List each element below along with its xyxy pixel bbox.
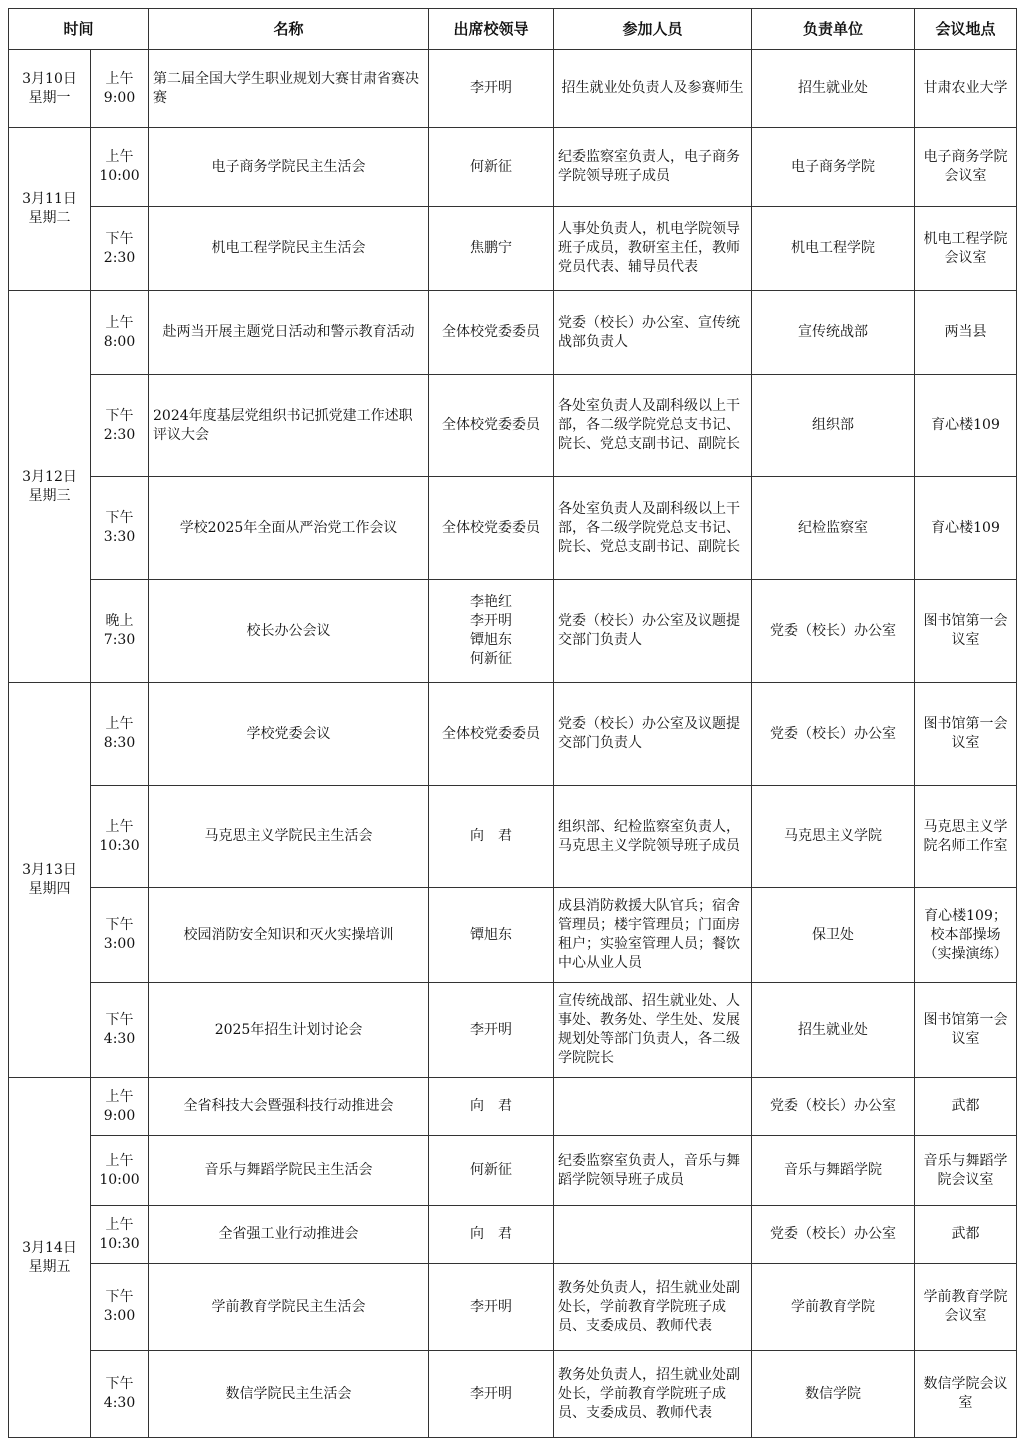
name-cell (149, 128, 429, 207)
table-row (9, 786, 1017, 888)
time-label: 3:00 (103, 936, 136, 952)
table-row (9, 128, 1017, 207)
time-label: 9:00 (103, 1107, 136, 1124)
time-label: 10:00 (99, 168, 140, 184)
table-row (9, 1136, 1017, 1206)
period-label: 下午 (105, 230, 134, 247)
unit-cell: 组织部 (752, 375, 915, 477)
attendees-text: 人事处负责人，机电学院领导班子成员，教研室主任，教师党员代表、辅导员代表 (558, 221, 741, 275)
attendees-cell (554, 983, 752, 1078)
unit-cell: 宣传统战部 (752, 291, 915, 375)
date-cell (9, 50, 91, 128)
location-cell: 马克思主义学院名师工作室 (915, 786, 1017, 888)
unit-cell: 党委（校长）办公室 (752, 580, 915, 683)
period-label: 下午 (105, 1376, 134, 1392)
time-cell (91, 50, 149, 128)
name-cell (149, 1351, 429, 1438)
meeting-name: 全省强工业行动推进会 (218, 1226, 359, 1242)
attendees-cell (554, 207, 752, 291)
time-label: 8:30 (103, 735, 136, 751)
location-cell: 图书馆第一会议室 (915, 683, 1017, 786)
date-label: 3月11日 (22, 191, 77, 207)
leader-cell: 李开明 (429, 50, 554, 128)
table-row (9, 1078, 1017, 1136)
period-label: 晚上 (105, 613, 134, 629)
time-cell (91, 1206, 149, 1264)
time-label: 9:00 (103, 89, 136, 106)
attendees-text: 教务处负责人，招生就业处副处长，学前教育学院班子成员、支委成员、教师代表 (558, 1279, 741, 1334)
location-cell: 两当县 (915, 291, 1017, 375)
header-attendees: 参加人员 (554, 9, 752, 50)
period-label: 上午 (105, 1088, 134, 1105)
leader-cell: 李开明 (429, 983, 554, 1078)
time-cell (91, 1264, 149, 1351)
location-cell: 图书馆第一会议室 (915, 580, 1017, 683)
leader-cell: 全体校党委委员 (429, 291, 554, 375)
location-cell: 电子商务学院会议室 (915, 128, 1017, 207)
date-label: 3月12日 (22, 468, 77, 485)
location-cell: 育心楼109 (915, 375, 1017, 477)
leader-cell: 全体校党委委员 (429, 375, 554, 477)
leader-cell: 焦鹏宁 (429, 207, 554, 291)
period-label: 下午 (105, 407, 134, 424)
attendees-text: 成县消防救援大队官兵；宿舍管理员；楼宇管理员；门面房租户；实验室管理人员；餐饮中心从业人员 (558, 898, 741, 971)
time-cell (91, 580, 149, 683)
name-cell (149, 291, 429, 375)
unit-cell: 数信学院 (752, 1351, 915, 1438)
attendees-cell (554, 1264, 752, 1351)
unit-cell: 学前教育学院 (752, 1264, 915, 1351)
time-cell (91, 207, 149, 291)
meeting-name: 学前教育学院民主生活会 (211, 1298, 366, 1315)
attendees-cell (554, 888, 752, 983)
time-cell (91, 128, 149, 207)
period-label: 上午 (105, 818, 134, 835)
leader-cell: 全体校党委委员 (429, 477, 554, 580)
time-cell (91, 983, 149, 1078)
table-row (9, 683, 1017, 786)
time-cell (91, 888, 149, 983)
attendees-text: 宣传统战部、招生就业处、人事处、教务处、学生处、发展规划处等部门负责人，各二级学院院长 (558, 993, 741, 1066)
attendees-text: 党委（校长）办公室及议题提交部门负责人 (558, 716, 741, 751)
meeting-name: 2024年度基层党组织书记抓党建工作述职评议大会 (153, 407, 413, 443)
unit-cell: 党委（校长）办公室 (752, 1206, 915, 1264)
attendees-cell (554, 291, 752, 375)
meeting-name: 第二届全国大学生职业规划大赛甘肃省赛决赛 (153, 70, 420, 106)
unit-cell: 电子商务学院 (752, 128, 915, 207)
table-row (9, 50, 1017, 128)
period-label: 上午 (105, 314, 134, 331)
name-cell (149, 983, 429, 1078)
location-cell: 武都 (915, 1078, 1017, 1136)
time-cell (91, 291, 149, 375)
unit-cell: 机电工程学院 (752, 207, 915, 291)
period-label: 上午 (105, 1216, 134, 1233)
meeting-name: 电子商务学院民主生活会 (211, 158, 366, 175)
period-label: 下午 (105, 917, 134, 933)
time-label: 10:00 (99, 1171, 140, 1188)
table-row (9, 207, 1017, 291)
unit-cell: 音乐与舞蹈学院 (752, 1136, 915, 1206)
attendees-cell (554, 477, 752, 580)
unit-cell: 党委（校长）办公室 (752, 1078, 915, 1136)
time-label: 10:30 (99, 837, 140, 854)
unit-cell: 纪检监察室 (752, 477, 915, 580)
attendees-text: 纪委监察室负责人，电子商务学院领导班子成员 (558, 149, 741, 184)
time-label: 10:30 (99, 1235, 140, 1252)
attendees-cell (554, 1351, 752, 1438)
location-cell: 数信学院会议室 (915, 1351, 1017, 1438)
time-cell (91, 1136, 149, 1206)
name-cell (149, 888, 429, 983)
weekday-label: 星期一 (28, 89, 71, 106)
name-cell (149, 786, 429, 888)
name-cell (149, 375, 429, 477)
attendees-text: 各处室负责人及副科级以上干部，各二级学院党总支书记、院长、党总支副书记、副院长 (558, 500, 741, 555)
period-label: 上午 (105, 70, 134, 87)
time-label: 2:30 (103, 249, 136, 266)
meeting-name: 学校2025年全面从严治党工作会议 (179, 519, 398, 536)
meeting-name: 全省科技大会暨强科技行动推进会 (183, 1098, 394, 1114)
leader-cell: 李艳红 李开明 镡旭东 何新征 (429, 580, 554, 683)
date-label: 3月13日 (22, 862, 77, 878)
unit-cell: 党委（校长）办公室 (752, 683, 915, 786)
period-label: 下午 (105, 1289, 134, 1305)
attendees-cell (554, 1136, 752, 1206)
name-cell (149, 50, 429, 128)
leader-cell: 向 君 (429, 1078, 554, 1136)
weekday-label: 星期三 (28, 487, 71, 504)
name-cell (149, 580, 429, 683)
schedule-page (8, 8, 1017, 1438)
date-cell (9, 128, 91, 291)
schedule-body (9, 50, 1017, 1438)
table-row (9, 291, 1017, 375)
time-label: 3:00 (103, 1308, 136, 1324)
table-row (9, 375, 1017, 477)
date-label: 3月10日 (22, 70, 77, 87)
header-unit: 负责单位 (752, 9, 915, 50)
time-label: 8:00 (103, 333, 136, 350)
period-label: 下午 (105, 510, 134, 526)
header-time: 时间 (9, 9, 149, 50)
period-label: 下午 (105, 1012, 134, 1028)
location-cell: 音乐与舞蹈学院会议室 (915, 1136, 1017, 1206)
header-name: 名称 (149, 9, 429, 50)
location-cell: 学前教育学院会议室 (915, 1264, 1017, 1351)
time-label: 4:30 (103, 1395, 136, 1411)
name-cell (149, 207, 429, 291)
date-cell (9, 291, 91, 683)
schedule-table (8, 8, 1017, 1438)
table-row (9, 1351, 1017, 1438)
unit-cell: 保卫处 (752, 888, 915, 983)
weekday-label: 星期二 (28, 210, 71, 226)
attendees-cell (554, 1206, 752, 1264)
period-label: 上午 (105, 1152, 134, 1169)
attendees-cell (554, 1078, 752, 1136)
leader-cell: 李开明 (429, 1351, 554, 1438)
table-row (9, 580, 1017, 683)
table-row (9, 983, 1017, 1078)
leader-cell: 何新征 (429, 1136, 554, 1206)
period-label: 上午 (105, 149, 134, 165)
unit-cell: 招生就业处 (752, 983, 915, 1078)
attendees-cell (554, 683, 752, 786)
meeting-name: 机电工程学院民主生活会 (211, 240, 366, 256)
table-row (9, 1264, 1017, 1351)
leader-cell: 镡旭东 (429, 888, 554, 983)
name-cell (149, 1264, 429, 1351)
header-row (9, 9, 1017, 50)
attendees-cell (554, 786, 752, 888)
attendees-cell (554, 375, 752, 477)
table-row (9, 888, 1017, 983)
meeting-name: 2025年招生计划讨论会 (214, 1021, 363, 1038)
weekday-label: 星期五 (28, 1258, 71, 1275)
meeting-name: 校长办公会议 (246, 622, 331, 639)
header-location: 会议地点 (915, 9, 1017, 50)
unit-cell: 马克思主义学院 (752, 786, 915, 888)
location-cell: 图书馆第一会议室 (915, 983, 1017, 1078)
time-label: 7:30 (103, 632, 136, 648)
time-label: 2:30 (103, 426, 136, 443)
location-cell: 甘肃农业大学 (915, 50, 1017, 128)
meeting-name: 校园消防安全知识和灭火实操培训 (183, 926, 394, 943)
table-row (9, 1206, 1017, 1264)
name-cell (149, 1136, 429, 1206)
meeting-name: 学校党委会议 (246, 725, 331, 742)
meeting-name: 马克思主义学院民主生活会 (204, 828, 373, 844)
leader-cell: 向 君 (429, 786, 554, 888)
leader-cell: 李开明 (429, 1264, 554, 1351)
location-cell: 育心楼109； 校本部操场 （实操演练） (915, 888, 1017, 983)
date-label: 3月14日 (22, 1239, 77, 1256)
attendees-cell (554, 128, 752, 207)
attendees-text: 纪委监察室负责人，音乐与舞蹈学院领导班子成员 (558, 1152, 741, 1188)
name-cell (149, 477, 429, 580)
name-cell (149, 1206, 429, 1264)
date-cell (9, 683, 91, 1078)
location-cell: 机电工程学院会议室 (915, 207, 1017, 291)
name-cell (149, 1078, 429, 1136)
leader-cell: 全体校党委委员 (429, 683, 554, 786)
weekday-label: 星期四 (28, 881, 71, 897)
leader-cell: 向 君 (429, 1206, 554, 1264)
attendees-text: 各处室负责人及副科级以上干部，各二级学院党总支书记、院长、党总支副书记、副院长 (558, 398, 741, 452)
unit-cell: 招生就业处 (752, 50, 915, 128)
attendees-text: 党委（校长）办公室及议题提交部门负责人 (558, 613, 741, 648)
header-leader: 出席校领导 (429, 9, 554, 50)
attendees-text: 组织部、纪检监察室负责人，马克思主义学院领导班子成员 (558, 818, 741, 854)
time-cell (91, 1351, 149, 1438)
time-cell (91, 375, 149, 477)
location-cell: 武都 (915, 1206, 1017, 1264)
time-cell (91, 477, 149, 580)
name-cell (149, 683, 429, 786)
table-row (9, 477, 1017, 580)
time-cell (91, 786, 149, 888)
time-label: 4:30 (103, 1031, 136, 1047)
leader-cell: 何新征 (429, 128, 554, 207)
attendees-text: 教务处负责人，招生就业处副处长，学前教育学院班子成员、支委成员、教师代表 (558, 1366, 741, 1421)
date-cell (9, 1078, 91, 1438)
meeting-name: 数信学院民主生活会 (225, 1385, 352, 1402)
location-cell: 育心楼109 (915, 477, 1017, 580)
time-cell (91, 683, 149, 786)
period-label: 上午 (105, 716, 134, 732)
attendees-text: 党委（校长）办公室、宣传统战部负责人 (558, 314, 741, 350)
time-cell (91, 1078, 149, 1136)
attendees-text: 招生就业处负责人及参赛师生 (561, 80, 744, 96)
meeting-name: 赴两当开展主题党日活动和警示教育活动 (162, 324, 415, 340)
time-label: 3:30 (103, 529, 136, 545)
meeting-name: 音乐与舞蹈学院民主生活会 (204, 1162, 373, 1178)
attendees-cell (554, 50, 752, 128)
attendees-cell (554, 580, 752, 683)
